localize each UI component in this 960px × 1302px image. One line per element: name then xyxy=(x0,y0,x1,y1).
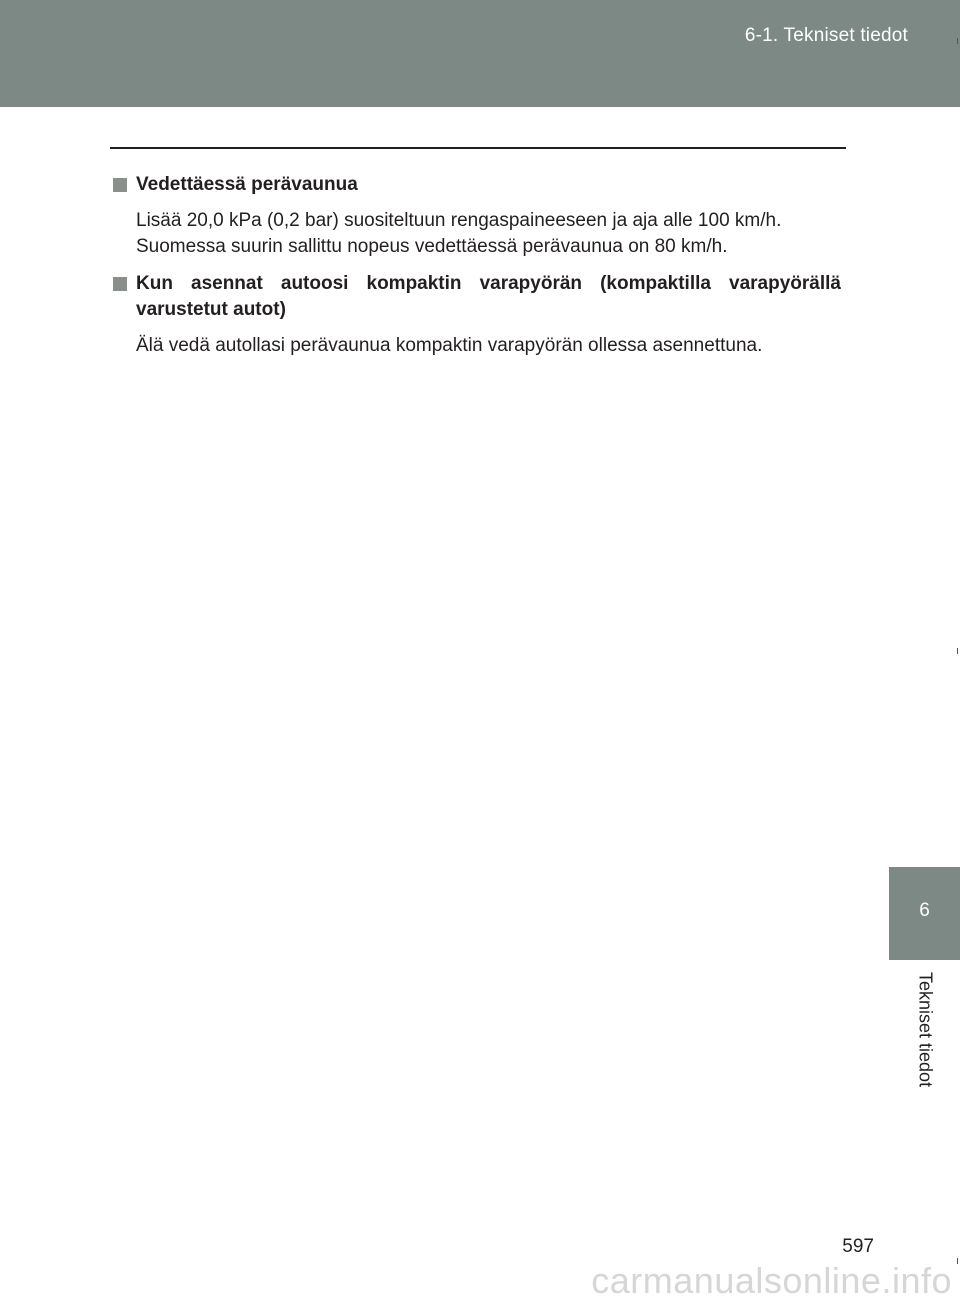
chapter-number: 6 xyxy=(919,900,930,921)
paragraph: Älä vedä autollasi perävaunua kompaktin varapyörän ollessa asennettuna. xyxy=(136,335,763,356)
crop-mark xyxy=(957,1258,958,1264)
square-bullet-icon xyxy=(113,178,127,192)
subheading-text: Vedettäessä perävaunua xyxy=(136,174,358,195)
square-bullet-icon xyxy=(113,277,127,291)
crop-mark xyxy=(957,38,958,44)
subheading xyxy=(113,172,841,198)
crop-mark xyxy=(957,648,958,654)
section-rule xyxy=(110,147,846,149)
header-bar xyxy=(0,0,960,107)
page-number: 597 xyxy=(842,1236,874,1257)
paragraph: Lisää 20,0 kPa (0,2 bar) suositeltuun rengaspaineeseen ja aja alle 100 km/h. Suomessa suurin sallittu nopeus vedettäessä perävaunua on 80 km/h. xyxy=(136,210,782,257)
content-body xyxy=(113,172,841,359)
chapter-label-area xyxy=(889,960,960,1110)
watermark: carmanualsonline.info xyxy=(591,1260,952,1301)
chapter-tab xyxy=(889,867,960,960)
subheading-text: Kun asennat autoosi kompaktin varapyörän (kompaktilla varapyörällä varustetut autot) xyxy=(136,273,841,320)
chapter-label: Tekniset tiedot xyxy=(915,972,935,1088)
subheading xyxy=(113,271,841,323)
section-title: 6-1. Tekniset tiedot xyxy=(744,25,908,46)
